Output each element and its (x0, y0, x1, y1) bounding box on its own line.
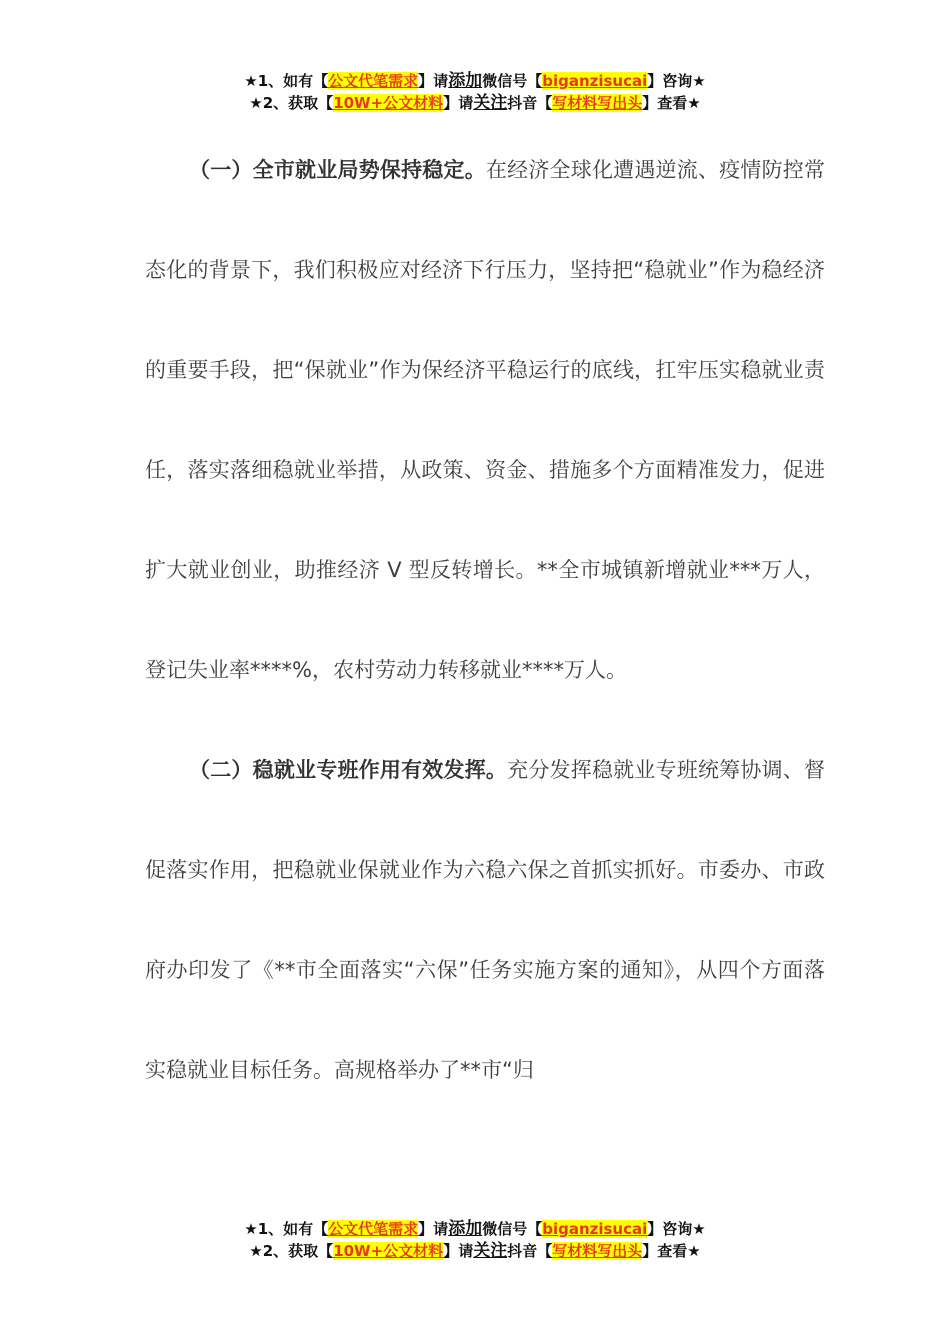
emphasis-text: 添加 (448, 71, 483, 91)
banner-line-1 (0, 1218, 950, 1240)
douyin-id-highlight: 写材料写出头 (552, 1242, 643, 1260)
banner-line-1 (0, 70, 950, 92)
paragraph-2 (145, 720, 825, 1120)
wechat-id-highlight: biganzisucai (542, 1220, 648, 1238)
emphasis-text: 关注 (473, 1241, 508, 1261)
highlight-text: 10W+公文材料 (333, 1242, 444, 1260)
paragraph-text: 充分发挥稳就业专班统筹协调、督促落实作用，把稳就业保就业作为六稳六保之首抓实抓好。市委办、市政府办印发了《**市全面落实“六保”任务实施方案的通知》，从四个方面落实稳就业目标任务。高规格举办了**市“归 (145, 758, 826, 1082)
banner-line-2 (0, 1240, 950, 1262)
banner-text: ★2、获取【 (249, 1242, 334, 1260)
banner-text: 微信号【 (482, 72, 543, 90)
banner-line-2 (0, 92, 950, 114)
banner-text: ★1、如有【 (244, 1220, 329, 1238)
paragraph-text: 在经济全球化遭遇逆流、疫情防控常态化的背景下，我们积极应对经济下行压力，坚持把“稳就业”作为稳经济的重要手段，把“保就业”作为保经济平稳运行的底线，扛牢压实稳就业责任，落实落细稳就业举措，从政策、资金、措施多个方面精准发力，促进扩大就业创业，助推经济 V 型反转增长。**全市城镇新增就业***万人，登记失业率****%，农村劳动力转移就业****万人。 (145, 158, 826, 682)
banner-text: 】请 (443, 94, 474, 112)
banner-text: ★1、如有【 (244, 72, 329, 90)
wechat-id-highlight: biganzisucai (542, 72, 648, 90)
highlight-text: 10W+公文材料 (333, 94, 444, 112)
banner-text: 微信号【 (482, 1220, 543, 1238)
paragraph-heading: （一）全市就业局势保持稳定。 (189, 158, 486, 182)
douyin-id-highlight: 写材料写出头 (552, 94, 643, 112)
emphasis-text: 关注 (473, 93, 508, 113)
paragraph-1 (145, 120, 825, 720)
footer-banner (0, 1218, 950, 1262)
banner-text: 】咨询★ (647, 1220, 706, 1238)
banner-text: 抖音【 (507, 1242, 553, 1260)
banner-text: 】请 (443, 1242, 474, 1260)
banner-text: 抖音【 (507, 94, 553, 112)
banner-text: 】查看★ (642, 94, 701, 112)
emphasis-text: 添加 (448, 1219, 483, 1239)
header-banner (0, 70, 950, 114)
banner-text: 】请 (418, 72, 449, 90)
paragraph-heading: （二）稳就业专班作用有效发挥。 (189, 758, 508, 782)
highlight-text: 公文代笔需求 (328, 72, 419, 90)
highlight-text: 公文代笔需求 (328, 1220, 419, 1238)
banner-text: 】查看★ (642, 1242, 701, 1260)
banner-text: 】咨询★ (647, 72, 706, 90)
banner-text: 】请 (418, 1220, 449, 1238)
document-body (145, 120, 825, 1120)
banner-text: ★2、获取【 (249, 94, 334, 112)
